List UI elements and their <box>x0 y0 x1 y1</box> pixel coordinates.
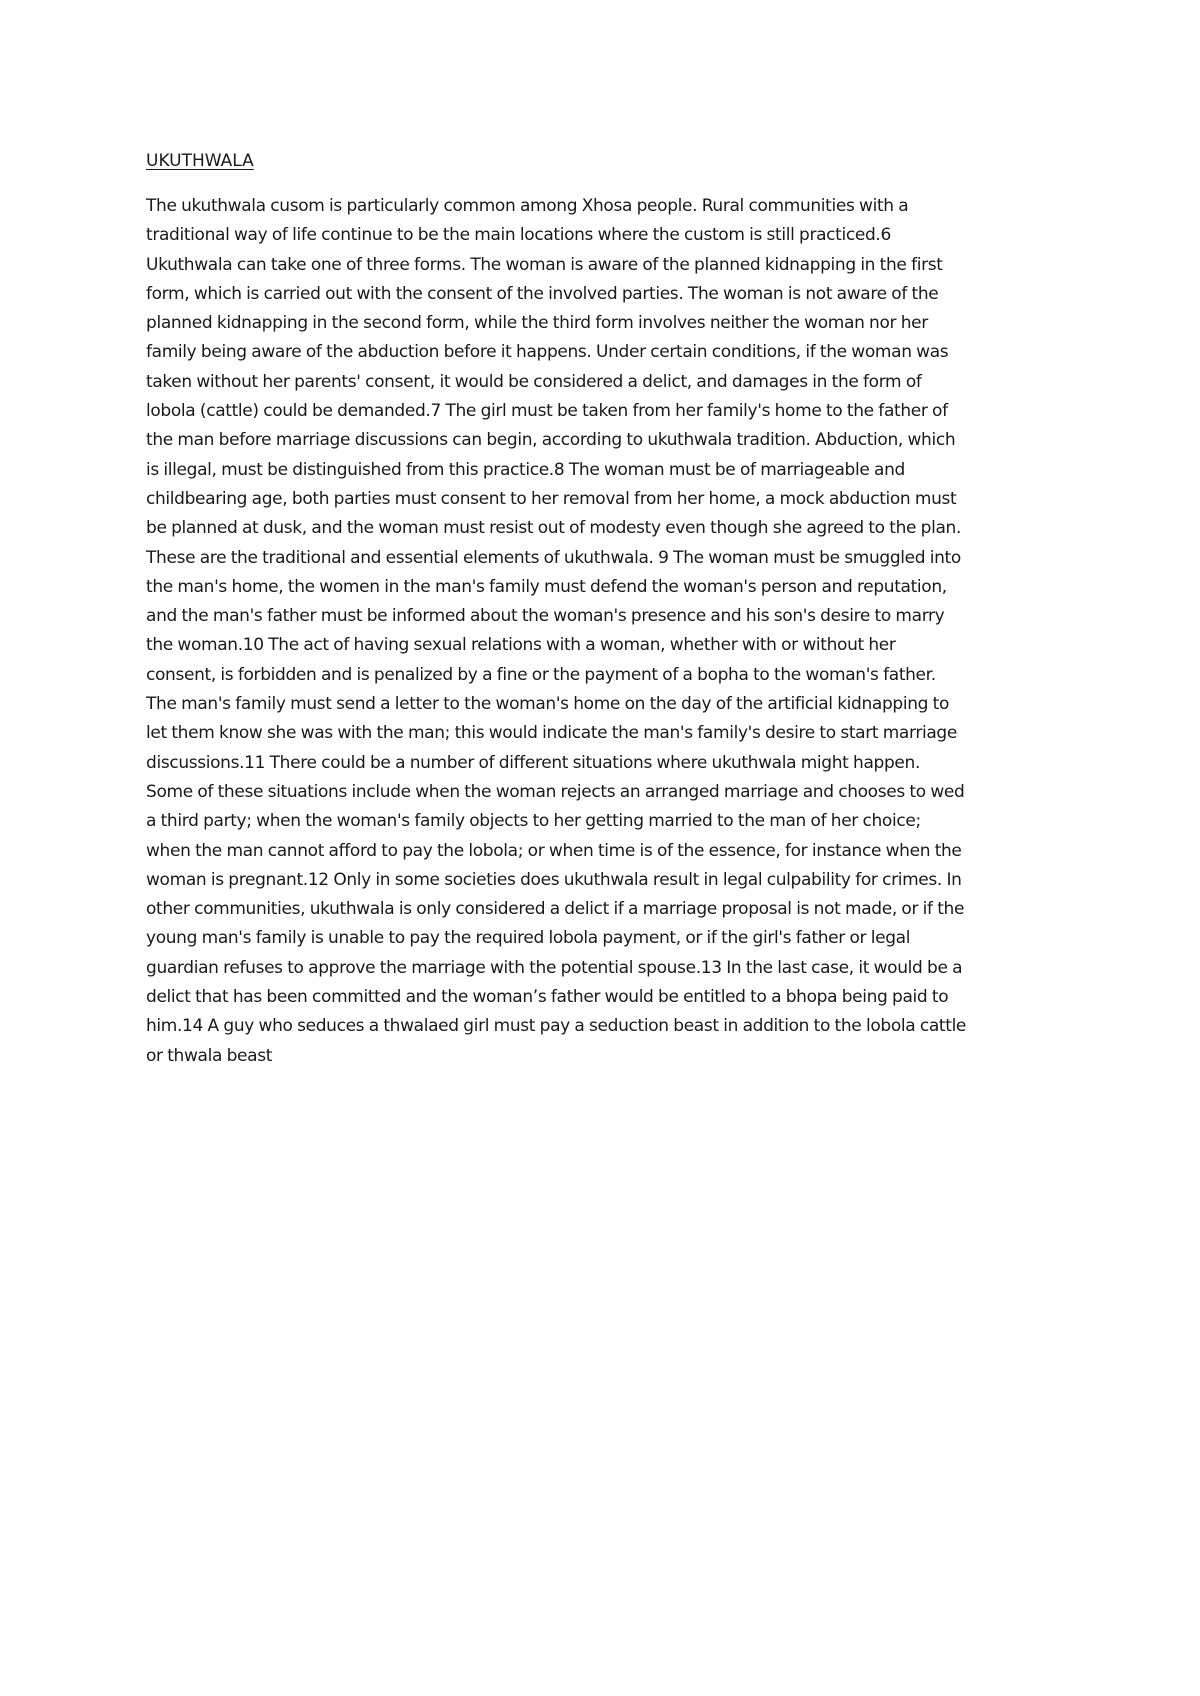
body-line: delict that has been committed and the woman’s father would be entitled to a bhopa being paid to <box>146 987 949 1008</box>
body-line: taken without her parents' consent, it would be considered a delict, and damages in the form of <box>146 371 922 392</box>
body-line: These are the traditional and essential elements of ukuthwala. 9 The woman must be smuggled into <box>146 547 961 568</box>
body-line: the woman.10 The act of having sexual relations with a woman, whether with or without her <box>146 635 896 656</box>
body-line: when the man cannot afford to pay the lobola; or when time is of the essence, for instance when the <box>146 840 962 861</box>
body-line: or thwala beast <box>146 1045 273 1066</box>
body-line: Ukuthwala can take one of three forms. The woman is aware of the planned kidnapping in the first <box>146 254 943 275</box>
body-line: consent, is forbidden and is penalized by a fine or the payment of a bopha to the woman's father. <box>146 664 936 685</box>
document-content <box>146 150 1066 1071</box>
body-line: is illegal, must be distinguished from this practice.8 The woman must be of marriageable and <box>146 459 905 480</box>
body-line: The man's family must send a letter to the woman's home on the day of the artificial kidnapping to <box>146 694 950 715</box>
body-line: planned kidnapping in the second form, while the third form involves neither the woman nor her <box>146 313 928 334</box>
body-line: be planned at dusk, and the woman must resist out of modesty even though she agreed to the plan. <box>146 518 962 539</box>
body-line: and the man's father must be informed about the woman's presence and his son's desire to marry <box>146 606 945 627</box>
body-line: young man's family is unable to pay the required lobola payment, or if the girl's father or legal <box>146 928 911 949</box>
body-line: lobola (cattle) could be demanded.7 The girl must be taken from her family's home to the father of <box>146 401 948 422</box>
body-line: let them know she was with the man; this would indicate the man's family's desire to start marriage <box>146 723 957 744</box>
body-line: The ukuthwala cusom is particularly common among Xhosa people. Rural communities with a <box>146 196 909 216</box>
body-line: childbearing age, both parties must consent to her removal from her home, a mock abduction must <box>146 488 957 509</box>
body-line: family being aware of the abduction before it happens. Under certain conditions, if the woman was <box>146 342 949 363</box>
body-line: the man before marriage discussions can begin, according to ukuthwala tradition. Abduction, which <box>146 430 956 451</box>
body-line: other communities, ukuthwala is only considered a delict if a marriage proposal is not made, or if the <box>146 899 965 920</box>
body-line: discussions.11 There could be a number of different situations where ukuthwala might happen. <box>146 752 920 773</box>
document-body <box>146 192 1066 1071</box>
document-title: UKUTHWALA <box>146 151 254 171</box>
body-line: a third party; when the woman's family objects to her getting married to the man of her choice; <box>146 811 921 832</box>
body-line: form, which is carried out with the consent of the involved parties. The woman is not aware of the <box>146 283 939 304</box>
body-line: traditional way of life continue to be the main locations where the custom is still practiced.6 <box>146 225 891 246</box>
body-line: him.14 A guy who seduces a thwalaed girl must pay a seduction beast in addition to the lobola cattle <box>146 1016 967 1037</box>
body-line: woman is pregnant.12 Only in some societies does ukuthwala result in legal culpability for crimes. In <box>146 869 962 890</box>
body-line: Some of these situations include when the woman rejects an arranged marriage and chooses to wed <box>146 781 965 802</box>
body-line: guardian refuses to approve the marriage with the potential spouse.13 In the last case, it would be a <box>146 957 963 978</box>
body-line: the man's home, the women in the man's family must defend the woman's person and reputation, <box>146 576 947 597</box>
